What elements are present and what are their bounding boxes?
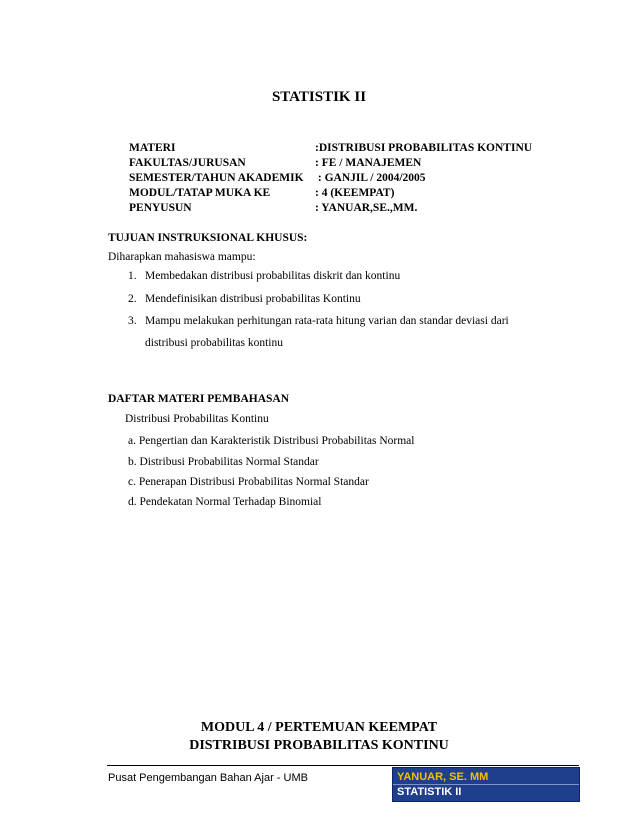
meta-value: : FE / MANAJEMEN: [315, 157, 422, 169]
material-item-b: b. Distribusi Probabilitas Normal Standar: [128, 456, 319, 468]
material-item-c: c. Penerapan Distribusi Probabilitas Normal Standar: [128, 476, 369, 488]
footer-box-divider: [393, 784, 579, 785]
meta-key: MATERI: [129, 142, 176, 154]
footer-divider: [107, 765, 579, 766]
meta-value: :DISTRIBUSI PROBABILITAS KONTINU: [315, 142, 533, 154]
objectives-heading: TUJUAN INSTRUKSIONAL KHUSUS:: [108, 232, 308, 244]
module-title-line-2: DISTRIBUSI PROBABILITAS KONTINU: [189, 738, 449, 753]
objective-text: Membedakan distribusi probabilitas diskrit dan kontinu: [145, 270, 401, 282]
meta-key: SEMESTER/TAHUN AKADEMIK: [129, 172, 304, 184]
meta-key: MODUL/TATAP MUKA KE: [129, 187, 271, 199]
objective-text: Mampu melakukan perhitungan rata-rata hitung varian dan standar deviasi dari: [145, 315, 509, 327]
meta-value: : 4 (KEEMPAT): [315, 187, 395, 199]
objectives-intro: Diharapkan mahasiswa mampu:: [108, 251, 256, 263]
meta-value: : GANJIL / 2004/2005: [315, 172, 426, 184]
objective-number: 1.: [128, 270, 137, 282]
material-item-d: d. Pendekatan Normal Terhadap Binomial: [128, 496, 322, 508]
footer-course: STATISTIK II: [397, 786, 462, 798]
meta-key: PENYUSUN: [129, 202, 192, 214]
footer-publisher: Pusat Pengembangan Bahan Ajar - UMB: [108, 772, 308, 784]
materials-intro: Distribusi Probabilitas Kontinu: [125, 413, 269, 425]
objective-text-continued: distribusi probabilitas kontinu: [145, 337, 283, 349]
meta-key: FAKULTAS/JURUSAN: [129, 157, 246, 169]
meta-value: : YANUAR,SE.,MM.: [315, 202, 418, 214]
document-title: STATISTIK II: [271, 89, 367, 105]
footer-author: YANUAR, SE. MM: [397, 771, 489, 783]
material-item-a: a. Pengertian dan Karakteristik Distribusi Probabilitas Normal: [128, 435, 415, 447]
objective-text: Mendefinisikan distribusi probabilitas Kontinu: [145, 293, 361, 305]
materials-heading: DAFTAR MATERI PEMBAHASAN: [108, 393, 290, 405]
objective-number: 3.: [128, 315, 137, 327]
module-title-line-1: MODUL 4 / PERTEMUAN KEEMPAT: [200, 720, 438, 735]
footer-author-box: [392, 767, 580, 802]
objective-number: 2.: [128, 293, 137, 305]
